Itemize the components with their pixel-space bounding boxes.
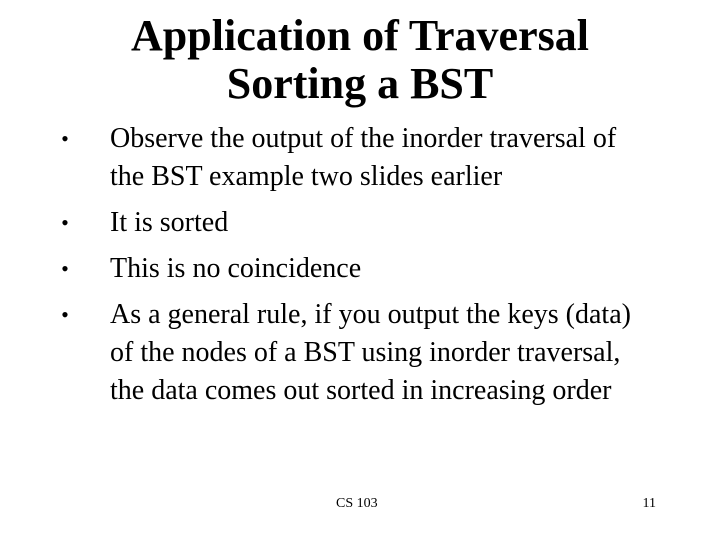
bullet-dot-icon: • (61, 256, 69, 281)
slide-title (0, 12, 720, 108)
footer-course-label: CS 103 (336, 496, 378, 511)
bullet-item (0, 250, 720, 288)
bullet-item (0, 296, 720, 410)
bullet-text: Observe the output of the inorder traversal of the BST example two slides earlier (110, 123, 617, 192)
title-line-2: Sorting a BST (226, 59, 494, 108)
bullet-dot-icon: • (61, 302, 69, 327)
bullet-text: It is sorted (110, 207, 229, 238)
bullet-dot-icon: • (61, 210, 69, 235)
bullet-item (0, 120, 720, 196)
bullet-list (0, 120, 720, 418)
bullet-item (0, 204, 720, 242)
title-line-1: Application of Traversal (131, 11, 589, 60)
slide-number: 11 (642, 496, 656, 511)
bullet-dot-icon: • (61, 126, 69, 151)
bullet-text: This is no coincidence (110, 253, 362, 284)
bullet-text: As a general rule, if you output the keys (data) of the nodes of a BST using inorder traversal, the data comes out sorted in increasing order (110, 299, 631, 406)
